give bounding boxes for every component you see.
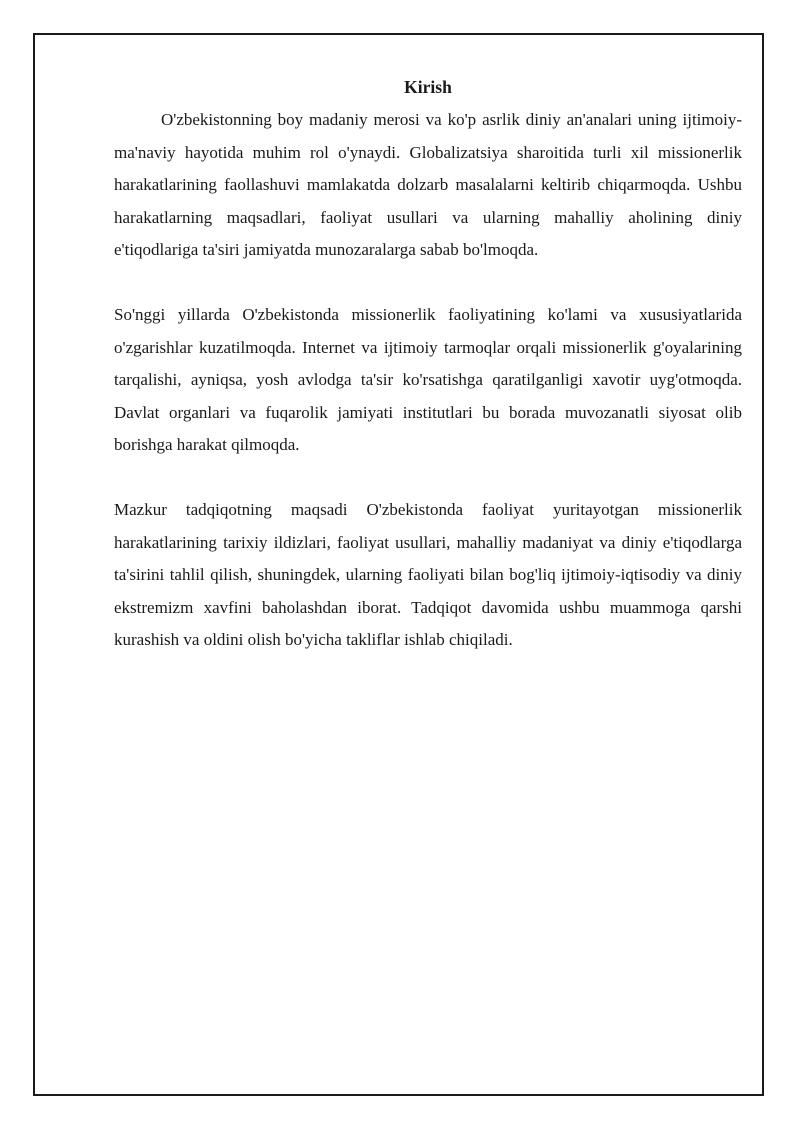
paragraph-recent-years: So'nggi yillarda O'zbekistonda missionerlik faoliyatining ko'lami va xususiyatlarida o'zgarishlar kuzatilmoqda. Internet va ijtimoiy tarmoqlar orqali missionerlik g'oyalarining tarqalishi, ayniqsa, yosh avlodga ta'sir ko'rsatishga qaratilganligi xavotir uyg'otmoqda. Davlat organlari va fuqarolik jamiyati institutlari bu borada muvozanatli siyosat olib borishga harakat qilmoqda. [114,305,742,454]
document-heading: Kirish [404,77,452,97]
document-body [114,74,742,657]
paragraph-spacer [114,462,742,495]
paragraph-spacer [114,267,742,300]
paragraph-research-goal: Mazkur tadqiqotning maqsadi O'zbekistonda faoliyat yuritayotgan missionerlik harakatlarining tarixiy ildizlari, faoliyat usullari, mahalliy madaniyat va diniy e'tiqodlarga ta'sirini tahlil qilish, shuningdek, ularning faoliyati bilan bog'liq ijtimoiy-iqtisodiy va diniy ekstremizm xavfini baholashdan iborat. Tadqiqot davomida ushbu muammoga qarshi kurashish va oldini olish bo'yicha takliflar ishlab chiqiladi. [114,500,742,649]
paragraph-intro: O'zbekistonning boy madaniy merosi va ko'p asrlik diniy an'analari uning ijtimoiy-ma'naviy hayotida muhim rol o'ynaydi. Globalizatsiya sharoitida turli xil missionerlik harakatlarining faollashuvi mamlakatda dolzarb masalalarni keltirib chiqarmoqda. Ushbu harakatlarning maqsadlari, faoliyat usullari va ularning mahalliy aholining diniy e'tiqodlariga ta'siri jamiyatda munozaralarga sabab bo'lmoqda. [114,110,742,259]
